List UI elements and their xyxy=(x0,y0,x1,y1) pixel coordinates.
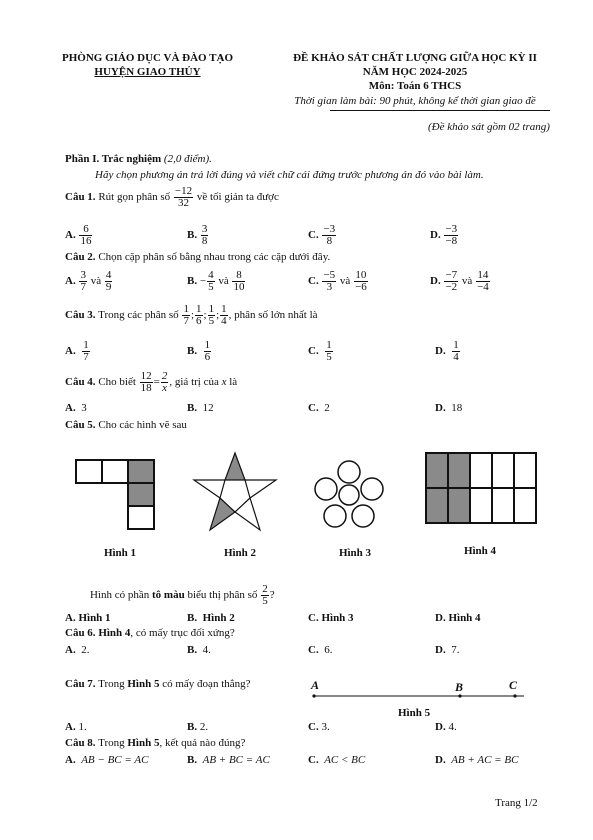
q5-option-b: B. Hình 2 xyxy=(187,612,235,624)
q2-option-d: D. $\frac{-7}{-2}$ và $\frac{14}{-4}$ xyxy=(430,269,489,293)
point-b: B xyxy=(455,680,464,694)
q2-label: Câu 2. xyxy=(65,251,96,263)
page-count-note: (Đề khảo sát gồm 02 trang) xyxy=(428,121,550,133)
exam-title: ĐỀ KHẢO SÁT CHẤT LƯỢNG GIỮA HỌC KỲ II xyxy=(293,52,537,64)
q8-label: Câu 8. xyxy=(65,737,96,749)
q5-label: Câu 5. xyxy=(65,419,96,431)
q2-option-b: B. − $\frac{4}{5}$ và $\frac{8}{10}$ xyxy=(187,269,245,293)
q1-option-d: D. $\frac{-3}{-8}$ xyxy=(430,223,458,247)
point-a: A xyxy=(311,678,320,692)
q1-label: Câu 1. xyxy=(65,191,96,204)
q3-label: Câu 3. xyxy=(65,309,96,322)
figure-4-label: Hình 4 xyxy=(463,545,497,557)
q8-option-a: A. AB − BC = AC xyxy=(65,754,149,766)
q6-option-d: D. 7. xyxy=(435,644,460,656)
question-5: Câu 5. Cho các hình vẽ sau xyxy=(65,419,187,431)
q3-text-after: , phân số lớn nhất là xyxy=(228,309,318,322)
q8-option-c: C. AC < BC xyxy=(308,754,366,766)
figure-5-label: Hình 5 xyxy=(398,707,431,719)
q2-option-a: A. $\frac{3}{7}$ và $\frac{4}{9}$ xyxy=(65,269,112,293)
question-6: Câu 6. Hình 4, có mấy trục đối xứng? xyxy=(65,627,235,639)
q1-text: Rút gọn phân số xyxy=(98,191,171,204)
q7-option-c: C. 3. xyxy=(308,721,330,733)
q1-option-b: B. $\frac{3}{8}$ xyxy=(187,223,208,247)
point-c: C xyxy=(509,678,518,692)
q6-option-a: A. 2. xyxy=(65,644,90,656)
q3-option-d: D. $\frac{1}{4}$ xyxy=(435,339,459,363)
district-name: HUYỆN GIAO THỦY xyxy=(94,66,201,78)
q5-option-a: A. Hình 1 xyxy=(65,612,111,624)
question-1 xyxy=(65,186,279,209)
q6-option-c: C. 6. xyxy=(308,644,333,656)
figure-5-line xyxy=(310,690,530,702)
q2-text: Chọn cặp phân số bằng nhau trong các cặp dưới đây. xyxy=(98,251,331,263)
q4-label: Câu 4. xyxy=(65,376,96,389)
q3-option-b: B. $\frac{1}{6}$ xyxy=(187,339,211,363)
q5-option-d: D. Hình 4 xyxy=(435,612,481,624)
q2-option-c: C. $\frac{-5}{3}$ và $\frac{10}{-6}$ xyxy=(308,269,367,293)
question-2 xyxy=(65,251,330,263)
q1-option-a: A. $\frac{6}{16}$ xyxy=(65,223,92,247)
q7-label: Câu 7. xyxy=(65,678,96,690)
q5-question: Hình có phần tô màu biểu thị phân số $\frac{2}{5}$ ? xyxy=(90,583,275,607)
q3-option-a: A. $\frac{1}{7}$ xyxy=(65,339,89,363)
q8-option-b: B. AB + BC = AC xyxy=(187,754,270,766)
time-info: Thời gian làm bài: 90 phút, không kể thời gian giao đề xyxy=(294,95,536,107)
q4-option-a: A. 3 xyxy=(65,402,87,414)
q8-option-d: D. AB + AC = BC xyxy=(435,754,519,766)
q4-option-b: B. 12 xyxy=(187,402,214,414)
part1-heading xyxy=(65,153,212,165)
figure-4 xyxy=(425,452,540,527)
q7-option-a: A. 1. xyxy=(65,721,87,733)
question-7: Câu 7. Trong Hình 5 có mấy đoạn thẳng? xyxy=(65,678,251,690)
part1-instruction: Hãy chọn phương án trả lời đúng và viết chữ cái đứng trước phương án đó vào bài làm. xyxy=(95,169,484,181)
question-8: Câu 8. Trong Hình 5, kết quả nào đúng? xyxy=(65,737,246,749)
part1-title: Phần I. Trắc nghiệm xyxy=(65,153,162,165)
page-number: Trang 1/2 xyxy=(495,797,538,809)
school-year: NĂM HỌC 2024-2025 xyxy=(362,66,468,78)
dept-name: PHÒNG GIÁO DỤC VÀ ĐÀO TẠO xyxy=(61,52,234,64)
q1-text-after: về tối giản ta được xyxy=(196,191,279,204)
q3-option-c: C. $\frac{1}{5}$ xyxy=(308,339,332,363)
q6-option-b: B. 4. xyxy=(187,644,211,656)
subject: Môn: Toán 6 THCS xyxy=(368,80,462,92)
figure-3 xyxy=(312,458,387,533)
question-3: Câu 3. Trong các phân số $\frac{1}{7}$ ; $\frac{1}{6}$ ; $\frac{1}{5}$ ; $\frac{1}{4}$ , phân số lớn nhất là xyxy=(65,303,318,327)
header-rule xyxy=(330,110,550,111)
q4-option-c: C. 2 xyxy=(308,402,330,414)
figure-2 xyxy=(190,450,280,535)
part1-points: (2,0 điểm). xyxy=(163,153,212,165)
figure-1 xyxy=(75,458,160,533)
figure-1-label: Hình 1 xyxy=(103,547,137,559)
figure-2-label: Hình 2 xyxy=(223,547,257,559)
q1-fraction: $\frac{-12}{32}$ xyxy=(174,185,193,209)
q7-option-d: D. 4. xyxy=(435,721,457,733)
question-4: Câu 4. Cho biết $\frac{12}{18}$ = $\frac{2}{x}$ , giá trị của x là xyxy=(65,370,238,394)
q3-text: Trong các phân số xyxy=(98,309,179,322)
q1-option-c: C. $\frac{-3}{8}$ xyxy=(308,223,336,247)
q6-label: Câu 6. xyxy=(65,627,96,639)
q7-option-b: B. 2. xyxy=(187,721,209,733)
figure-3-label: Hình 3 xyxy=(338,547,372,559)
q5-option-c: C. Hình 3 xyxy=(308,612,354,624)
q4-option-d: D. 18 xyxy=(435,402,463,414)
